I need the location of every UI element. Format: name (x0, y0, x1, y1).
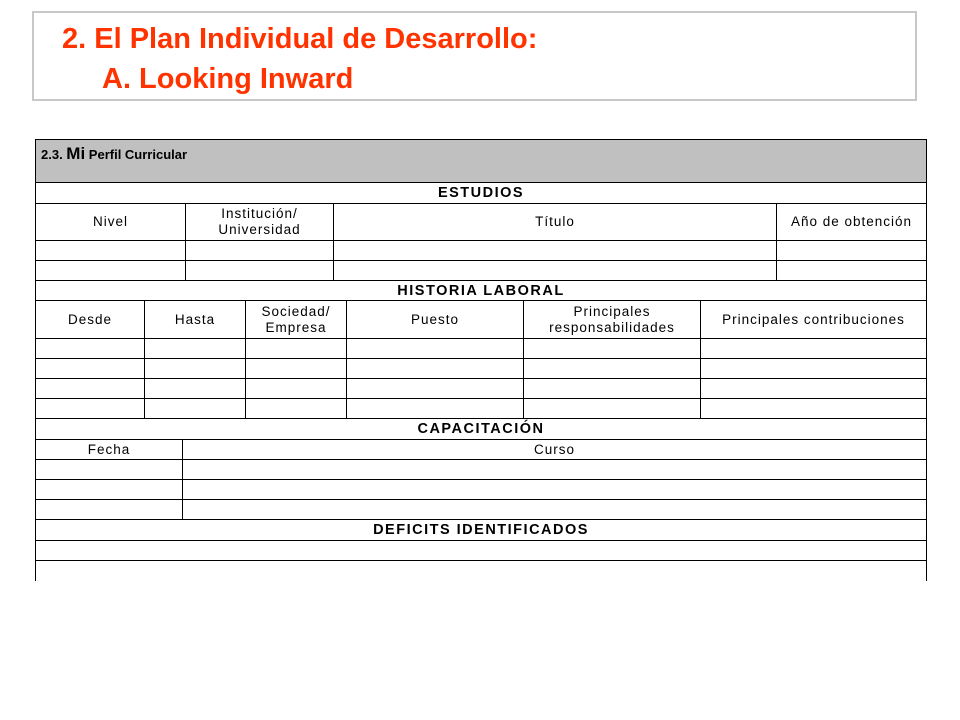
historia-row (36, 399, 926, 419)
historia-cell[interactable] (144, 399, 245, 418)
historia-section-title: HISTORIA LABORAL (36, 281, 926, 301)
estudios-cell[interactable] (333, 261, 776, 280)
header-mi: Mi (66, 144, 86, 163)
capacitacion-column-headers (36, 440, 926, 460)
estudios-cell[interactable] (36, 241, 185, 260)
capacitacion-cell[interactable] (182, 500, 926, 519)
header-rest: Perfil Curricular (85, 147, 188, 162)
historia-row (36, 339, 926, 359)
historia-cell[interactable] (245, 339, 346, 358)
column-header-fecha: Fecha (87, 441, 131, 457)
estudios-cell[interactable] (776, 261, 926, 280)
historia-cell[interactable] (245, 359, 346, 378)
curriculum-form (35, 139, 927, 581)
deficits-row[interactable] (36, 541, 926, 561)
column-header-sociedad: Sociedad/ Empresa (245, 301, 346, 338)
estudios-cell[interactable] (333, 241, 776, 260)
historia-cell[interactable] (523, 399, 700, 418)
title-line-1: 2. El Plan Individual de Desarrollo: (62, 23, 538, 55)
historia-cell[interactable] (245, 379, 346, 398)
historia-cell[interactable] (36, 339, 144, 358)
historia-cell[interactable] (700, 399, 926, 418)
historia-cell[interactable] (36, 379, 144, 398)
capacitacion-cell[interactable] (182, 460, 926, 479)
historia-cell[interactable] (346, 379, 523, 398)
historia-cell[interactable] (700, 359, 926, 378)
estudios-cell[interactable] (185, 241, 333, 260)
column-header-curso: Curso (182, 440, 926, 459)
historia-cell[interactable] (144, 339, 245, 358)
estudios-row (36, 241, 926, 261)
historia-row (36, 379, 926, 399)
historia-cell[interactable] (144, 359, 245, 378)
column-header-hasta: Hasta (144, 301, 245, 338)
historia-cell[interactable] (36, 399, 144, 418)
column-header-ano: Año de obtención (776, 204, 926, 240)
capacitacion-row (36, 480, 926, 500)
historia-cell[interactable] (245, 399, 346, 418)
historia-cell[interactable] (523, 379, 700, 398)
column-header-responsabilidades: Principales responsabilidades (523, 301, 700, 338)
capacitacion-row (36, 460, 926, 480)
deficits-section-title: DEFICITS IDENTIFICADOS (36, 520, 926, 541)
capacitacion-cell[interactable] (36, 460, 182, 479)
estudios-column-headers (36, 204, 926, 241)
estudios-section-title: ESTUDIOS (36, 183, 926, 204)
column-header-desde: Desde (67, 311, 113, 327)
historia-column-headers (36, 301, 926, 339)
form-header (36, 140, 926, 183)
capacitacion-row (36, 500, 926, 520)
estudios-cell[interactable] (185, 261, 333, 280)
estudios-cell[interactable] (776, 241, 926, 260)
historia-cell[interactable] (346, 339, 523, 358)
capacitacion-cell[interactable] (36, 500, 182, 519)
historia-cell[interactable] (700, 339, 926, 358)
capacitacion-cell[interactable] (182, 480, 926, 499)
estudios-cell[interactable] (36, 261, 185, 280)
column-header-nivel: Nivel (92, 214, 128, 229)
historia-cell[interactable] (523, 339, 700, 358)
title-line-2: A. Looking Inward (102, 63, 354, 95)
capacitacion-section-title: CAPACITACIÓN (36, 419, 926, 440)
column-header-institucion: Institución/ Universidad (185, 204, 333, 240)
historia-cell[interactable] (523, 359, 700, 378)
historia-cell[interactable] (346, 399, 523, 418)
column-header-titulo: Título (333, 204, 776, 240)
historia-cell[interactable] (700, 379, 926, 398)
historia-cell[interactable] (346, 359, 523, 378)
historia-row (36, 359, 926, 379)
title-box (32, 11, 917, 101)
column-header-puesto: Puesto (346, 301, 523, 338)
estudios-row (36, 261, 926, 281)
capacitacion-cell[interactable] (36, 480, 182, 499)
column-header-contribuciones: Principales contribuciones (700, 301, 926, 338)
header-prefix: 2.3. (41, 147, 67, 162)
form-header-label (41, 144, 187, 164)
historia-cell[interactable] (36, 359, 144, 378)
historia-cell[interactable] (144, 379, 245, 398)
